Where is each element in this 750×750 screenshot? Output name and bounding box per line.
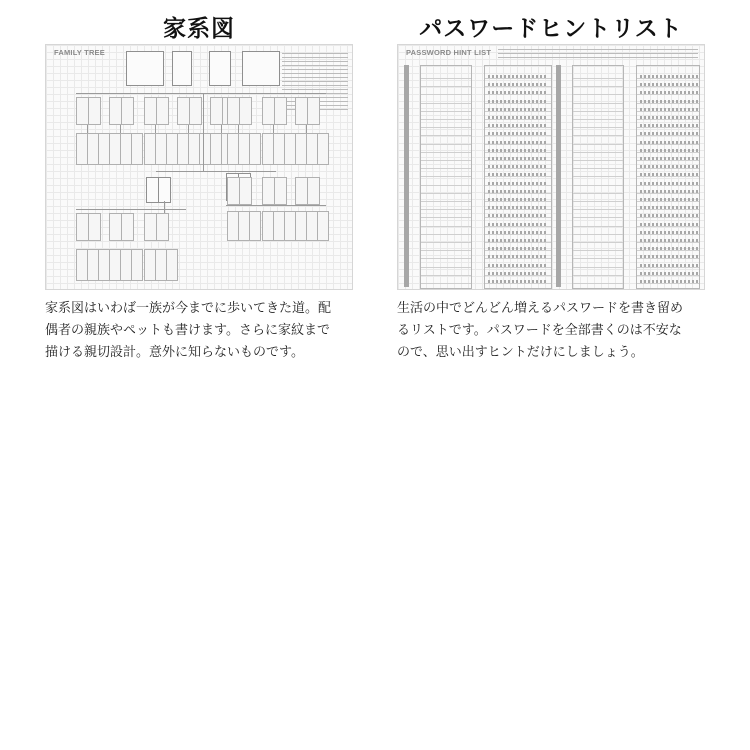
list-row-line [573,103,623,104]
list-row-line [637,185,699,186]
list-row-line [637,193,699,194]
password-cells [488,173,546,176]
password-cells [488,223,546,226]
list-row-line [573,242,623,243]
list-row-line [573,86,623,87]
list-row-line [637,152,699,153]
connector-line [87,125,88,133]
child-box [317,211,329,241]
list-row-line [421,168,471,169]
header-notes-text [498,49,698,61]
password-cells [488,182,546,185]
connector-line [273,125,274,133]
list-row-line [573,275,623,276]
list-row-line [485,176,551,177]
list-row-line [485,250,551,251]
password-cells [488,108,546,111]
list-row-line [485,135,551,136]
list-row-line [485,119,551,120]
list-row-line [485,234,551,235]
password-cells [488,214,546,217]
list-row-line [637,209,699,210]
connector-line [120,125,121,133]
list-row-line [637,103,699,104]
list-row-line [485,217,551,218]
list-row-line [421,144,471,145]
password-cells [640,264,698,267]
crest-box [242,51,280,86]
branch-line [156,171,276,172]
password-cells [488,198,546,201]
connector-line [238,125,239,133]
list-row-line [485,258,551,259]
person-box [156,213,169,241]
family-tree-title: 家系図 [163,16,235,42]
person-box [88,213,101,241]
person-box [239,177,252,205]
index-tab-strip [404,65,409,287]
password-cells [488,75,546,78]
list-row-line [573,94,623,95]
list-row-line [485,94,551,95]
password-cells [640,157,698,160]
list-row-line [637,267,699,268]
password-hint-thumbnail-heading: PASSWORD HINT LIST [406,48,492,57]
list-row-line [573,193,623,194]
password-hint-thumbnail [397,44,705,290]
list-row-line [485,275,551,276]
list-row-line [421,135,471,136]
list-row-line [421,242,471,243]
list-row-line [485,103,551,104]
family-tree-thumbnail [45,44,353,290]
list-row-line [573,258,623,259]
password-cells [488,231,546,234]
list-row-line [573,152,623,153]
list-row-line [485,201,551,202]
connector-line [306,125,307,133]
password-hint-title: パスワードヒントリスト [419,16,683,42]
list-row-line [421,250,471,251]
list-row-line [421,103,471,104]
list-row-line [421,209,471,210]
list-row-line [637,217,699,218]
password-cells [640,190,698,193]
list-row-line [637,86,699,87]
person-box [158,177,171,203]
password-cells [640,255,698,258]
password-cells [640,75,698,78]
list-row-line [637,78,699,79]
list-row-line [421,119,471,120]
password-cells [640,173,698,176]
list-row-line [573,226,623,227]
list-row-line [573,111,623,112]
list-row-line [573,209,623,210]
connector-line [188,125,189,133]
password-cells [640,198,698,201]
branch-line [76,209,186,210]
password-cells [488,190,546,193]
list-row-line [573,127,623,128]
password-cells [640,231,698,234]
list-row-line [637,201,699,202]
password-cells [640,214,698,217]
password-cells [488,255,546,258]
list-row-line [421,176,471,177]
list-row-line [637,275,699,276]
password-cells [488,280,546,283]
person-box [307,177,320,205]
list-row-line [485,152,551,153]
password-cells [640,272,698,275]
person-box [307,97,320,125]
password-cells [488,100,546,103]
password-cells [488,116,546,119]
list-row-line [421,111,471,112]
list-row-line [637,176,699,177]
person-box [121,97,134,125]
child-box [249,211,261,241]
child-box [166,249,178,281]
person-box [156,97,169,125]
child-box [317,133,329,165]
branch-line [226,205,326,206]
list-row-line [637,258,699,259]
list-row-line [485,226,551,227]
person-box [189,97,202,125]
password-cells [640,91,698,94]
list-row-line [421,226,471,227]
list-row-line [421,283,471,284]
list-row-line [485,168,551,169]
password-cells [488,264,546,267]
child-box [131,249,143,281]
password-cells [488,91,546,94]
list-row-line [637,119,699,120]
person-box [274,177,287,205]
family-tree-description: 家系図はいわば一族が今までに歩いてきた道。配 偶者の親族やペットも書けます。さらに家紋まで 描ける親切設計。意外に知らないものです。 [45,301,332,360]
list-row-line [573,168,623,169]
password-cells [488,272,546,275]
password-cells [640,247,698,250]
password-cells [640,223,698,226]
password-cells [640,132,698,135]
list-row-line [573,135,623,136]
list-row-line [421,258,471,259]
list-row-line [637,111,699,112]
list-row-line [573,250,623,251]
crest-box [126,51,164,86]
list-row-line [573,78,623,79]
list-row-line [573,217,623,218]
password-cells [640,100,698,103]
list-row-line [573,119,623,120]
password-cells [640,280,698,283]
child-box [249,133,261,165]
list-row-line [421,152,471,153]
list-row-line [485,242,551,243]
list-row-line [637,168,699,169]
list-column [572,65,624,289]
list-row-line [421,185,471,186]
password-cells [488,132,546,135]
list-row-line [637,135,699,136]
list-row-line [421,193,471,194]
family-tree-thumbnail-heading: FAMILY TREE [54,48,105,57]
password-cells [488,165,546,168]
list-row-line [637,283,699,284]
list-row-line [485,185,551,186]
password-cells [640,108,698,111]
list-row-line [637,250,699,251]
list-column [420,65,472,289]
list-row-line [421,94,471,95]
list-row-line [573,144,623,145]
list-row-line [637,226,699,227]
password-hint-description: 生活の中でどんどん増えるパスワードを書き留め るリストです。パスワードを全部書くのは不安な ので、思い出すヒントだけにしましょう。 [397,301,684,360]
list-row-line [637,144,699,145]
list-row-line [421,234,471,235]
password-cells [488,149,546,152]
list-row-line [573,234,623,235]
person-box [274,97,287,125]
list-row-line [421,275,471,276]
child-box [131,133,143,165]
password-cells [640,239,698,242]
photo-box [172,51,192,86]
list-row-line [573,160,623,161]
password-cells [488,124,546,127]
list-row-line [421,127,471,128]
list-row-line [573,201,623,202]
list-row-line [485,127,551,128]
list-row-line [485,144,551,145]
list-row-line [421,267,471,268]
list-row-line [421,160,471,161]
list-row-line [485,283,551,284]
list-row-line [421,86,471,87]
list-row-line [485,267,551,268]
connector-line [221,125,222,133]
list-row-line [573,176,623,177]
list-row-line [485,193,551,194]
list-row-line [573,185,623,186]
list-row-line [485,160,551,161]
password-cells [640,141,698,144]
list-row-line [637,160,699,161]
index-tab-strip [556,65,561,287]
password-cells [488,247,546,250]
list-row-line [421,78,471,79]
password-cells [488,157,546,160]
person-box [239,97,252,125]
list-row-line [637,127,699,128]
connector-line [155,125,156,133]
password-cells [488,83,546,86]
list-row-line [573,283,623,284]
list-row-line [637,242,699,243]
list-row-line [485,111,551,112]
password-cells [640,206,698,209]
password-cells [640,182,698,185]
password-cells [640,165,698,168]
branch-line [76,93,326,94]
password-cells [488,206,546,209]
list-row-line [485,209,551,210]
list-row-line [421,217,471,218]
photo-box [209,51,231,86]
list-row-line [637,234,699,235]
list-row-line [421,201,471,202]
password-cells [488,239,546,242]
person-box [121,213,134,241]
password-cells [488,141,546,144]
list-row-line [485,78,551,79]
person-box [88,97,101,125]
list-row-line [573,267,623,268]
list-row-line [637,94,699,95]
list-row-line [485,86,551,87]
trunk-line [203,93,204,171]
password-cells [640,149,698,152]
password-cells [640,124,698,127]
password-cells [640,116,698,119]
password-cells [640,83,698,86]
